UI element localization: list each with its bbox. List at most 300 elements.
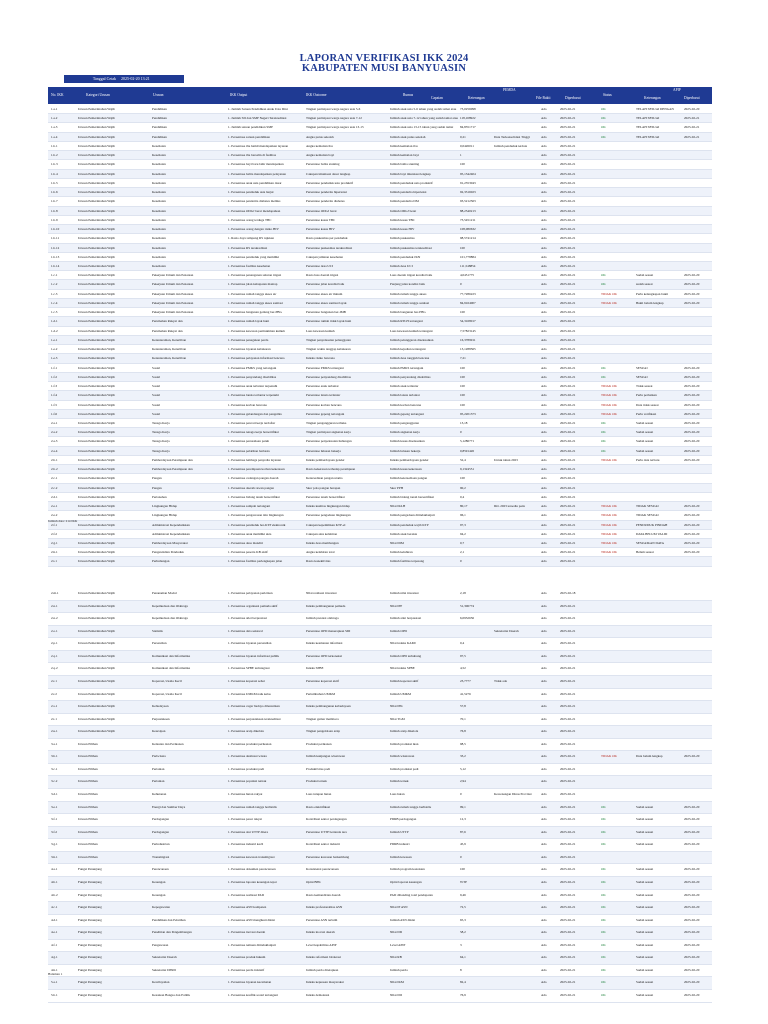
table-row xyxy=(48,977,712,990)
table-row xyxy=(48,428,712,437)
cell-aket: SESUAI xyxy=(636,365,648,370)
cell-kat: Fungsi Penunjang xyxy=(78,967,102,972)
cell-upd: 2025-02-21 xyxy=(560,208,576,213)
cell-kat: Urusan Pemerintahan Wajib xyxy=(78,254,116,259)
cell-urusan: Kehutanan xyxy=(152,792,167,796)
cell-rumus: Jumlah program konsisten xyxy=(390,867,425,872)
cell-kat: Urusan Pemerintahan Wajib xyxy=(78,531,116,536)
cell-urusan: Kebudayaan xyxy=(152,704,169,709)
cell-file: Ada xyxy=(541,792,547,796)
cell-outc: Tingkat waktu tanggap kebakaran xyxy=(306,347,351,352)
cell-outc: Angka kelahiran total xyxy=(306,550,335,555)
cell-rumus: Jumlah kasus TBC xyxy=(390,217,415,222)
cell-outc: Produktivitas padi xyxy=(306,766,331,771)
cell-kat: Fungsi Penunjang xyxy=(78,905,102,910)
table-row xyxy=(48,839,712,852)
cell-out: 1. Persentase tenaga kerja bersertifikat xyxy=(228,430,279,435)
cell-rumus: Jumlah bidang tanah bersertifikat xyxy=(390,494,435,499)
cell-upd: 2025-02-21 xyxy=(560,993,576,997)
cell-rumus: Jumlah kasus HIV xyxy=(390,227,415,232)
cell-file: Ada xyxy=(541,319,547,324)
cell-out: 1. Persentase penanganan saluran irigasi xyxy=(228,273,282,278)
cell-no: 1.c.3 xyxy=(51,291,58,296)
cell-file: Ada xyxy=(541,107,547,111)
cell-aupd: 2025-02-20 xyxy=(684,448,700,453)
cell-aupd: 2025-02-20 xyxy=(684,504,700,509)
cell-aket: Sudah sesuai xyxy=(636,967,654,972)
cell-kat: Urusan Pemerintahan Wajib xyxy=(78,134,116,139)
table-row xyxy=(48,447,712,456)
cell-file: Ada xyxy=(541,430,547,435)
cell-file: Ada xyxy=(541,393,547,398)
cell-aket: TELAH SESUAI xyxy=(636,125,660,130)
cell-outc: Opini BPK xyxy=(306,879,321,884)
table-row xyxy=(48,225,712,234)
col-rumus: Rumus xyxy=(403,93,414,97)
cell-upd: 2025-02-21 xyxy=(560,347,576,352)
cell-st: OK xyxy=(601,365,606,370)
cell-rumus: Jumlah arsip dikelola xyxy=(390,729,419,734)
cell-outc: Indeks reformasi birokrasi xyxy=(306,955,341,960)
cell-st: TIDAK OK xyxy=(601,300,617,305)
cell-kat: Urusan Pemerintahan Wajib xyxy=(78,245,116,250)
cell-upd: 2025-02-21 xyxy=(560,300,576,305)
cell-out: 1. Persentase inovasi daerah xyxy=(228,930,266,935)
cell-aupd: 2025-02-20 xyxy=(684,930,700,935)
cell-rumus: Jumlah pengaduan ditindaklanjuti xyxy=(390,513,435,518)
cell-rumus: Jumlah desa UCI xyxy=(390,263,413,268)
cell-file: Ada xyxy=(541,603,547,608)
cell-out: 1. Persentase perda inisiatif xyxy=(228,967,265,972)
cell-no: 1.b.7 xyxy=(51,199,58,204)
cell-aupd: 2025-02-20 xyxy=(684,754,700,759)
cell-file: Ada xyxy=(541,448,547,453)
cell-cap: 23,7777 xyxy=(460,678,471,683)
cell-cap: 6,0932656 xyxy=(460,616,475,621)
cell-out: 1. Persentase rumah tangga berlistrik xyxy=(228,804,277,809)
table-row xyxy=(48,814,712,827)
cell-urusan: Kearsipan xyxy=(152,729,166,734)
cell-cap: 64,1 xyxy=(460,955,466,960)
cell-upd: 2025-02-21 xyxy=(560,942,576,947)
cell-out: 1. Persentase SPBE terintegrasi xyxy=(228,666,270,671)
cell-urusan: Pendidikan xyxy=(152,116,167,121)
cell-urusan: Kesehatan xyxy=(152,236,166,241)
cell-st: OK xyxy=(601,116,606,121)
cell-urusan: Sosial xyxy=(152,384,161,389)
cell-outc: Indeks inovasi daerah xyxy=(306,930,335,935)
cell-urusan: Administrasi Kependudukan xyxy=(152,522,190,527)
cell-cap: 98,5741214 xyxy=(460,236,476,241)
cell-out: 1. Persentase arsip dikelola xyxy=(228,729,264,734)
table-row xyxy=(48,764,712,777)
cell-cap: 100 xyxy=(460,365,465,370)
cell-kat: Urusan Pemerintahan Wajib xyxy=(78,420,116,425)
cell-no: 2.a.4 xyxy=(51,448,58,453)
cell-outc: Rasio kemandirian daerah xyxy=(306,892,341,897)
cell-cap: 100 xyxy=(460,476,465,481)
cell-out: 1. Persentase fasilitas kesehatan xyxy=(228,263,271,268)
cell-urusan: Pekerjaan Umum dan Penataan xyxy=(152,300,194,305)
cell-urusan: Kesehatan xyxy=(152,217,166,222)
cell-kat: Urusan Pemerintahan Wajib xyxy=(78,691,116,696)
cell-urusan: Sosial xyxy=(152,402,161,407)
cell-urusan: Perumahan Rakyat dan xyxy=(152,319,183,324)
cell-urusan: Pendidikan xyxy=(152,125,167,130)
cell-rumus: Nilai IP ASN xyxy=(390,905,408,910)
cell-urusan: Pekerjaan Umum dan Penataan xyxy=(152,273,194,278)
cell-urusan: Kesehatan xyxy=(152,143,166,148)
table-row xyxy=(48,391,712,400)
cell-no: 2.f.2 xyxy=(51,531,58,536)
cell-cap: 0 xyxy=(460,792,462,796)
cell-aupd: 2025-02-20 xyxy=(684,374,700,379)
cell-no: 2.m.1 xyxy=(51,591,59,595)
table-row xyxy=(48,216,712,225)
cell-cap: 95,1342404 xyxy=(460,171,476,176)
cell-kat: Fungsi Penunjang xyxy=(78,980,102,985)
cell-kat: Urusan Pemerintahan Wajib xyxy=(78,716,116,721)
cell-no: 4.f.1 xyxy=(51,942,58,947)
cell-urusan: Tenaga Kerja xyxy=(152,448,170,453)
cell-rumus: Nilai IDM xyxy=(390,541,404,546)
table-row xyxy=(48,776,712,789)
cell-no: 1.b.14 xyxy=(51,263,60,268)
cell-out: 1. Persentase anak memiliki akta xyxy=(228,531,272,536)
cell-rumus: Jumlah anak usia 5-6 tahun yang sudah tamat atau xyxy=(390,107,457,111)
cell-urusan: Kepegawaian xyxy=(152,905,170,910)
cell-file: Ada xyxy=(541,227,547,232)
col-file-bukti: File Bukti xyxy=(536,96,551,100)
cell-ket: IKL 2023 tersedia pada xyxy=(494,504,525,509)
cell-urusan: Sekretariat Daerah xyxy=(152,955,177,960)
cell-aupd: 2025-02-20 xyxy=(684,420,700,425)
cell-urusan: Sosial xyxy=(152,365,161,370)
table-row xyxy=(48,354,712,363)
cell-kat: Urusan Pemerintahan Wajib xyxy=(78,263,116,268)
col-capaian: Capaian xyxy=(431,96,443,100)
cell-out: 1. Persentase satuan pendidikan xyxy=(228,134,270,139)
table-row xyxy=(48,160,712,169)
cell-file: Ada xyxy=(541,310,547,315)
cell-kat: Urusan Pemerintahan Wajib xyxy=(78,374,116,379)
cell-rumus: Jumlah RTLH tertangani xyxy=(390,319,423,324)
cell-file: Ada xyxy=(541,162,547,167)
cell-rumus: Jumlah balita stunting xyxy=(390,162,420,167)
cell-kat: Urusan Pemerintahan Wajib xyxy=(78,591,116,595)
cell-outc: Persentase penderita hipertensi xyxy=(306,190,347,195)
cell-urusan: Pengendalian Penduduk xyxy=(152,550,184,555)
cell-no: 3.c.2 xyxy=(51,779,58,784)
cell-cap: 0 xyxy=(460,430,462,435)
cell-cap: 84,8351717 xyxy=(460,125,476,130)
cell-aket: Sudah sesuai xyxy=(636,917,654,922)
table-row xyxy=(48,474,712,483)
cell-out: 1. Persentase ibu bersalin di fasilitas xyxy=(228,153,276,158)
cell-file: Ada xyxy=(541,116,547,121)
col-pemda: PEMDA xyxy=(503,88,516,92)
cell-file: Ada xyxy=(541,653,547,658)
table-row xyxy=(48,613,712,626)
cell-outc: Indeks risiko bencana xyxy=(306,356,335,361)
cell-no: 1.b.11 xyxy=(51,236,60,241)
cell-kat: Fungsi Penunjang xyxy=(78,892,102,897)
cell-outc: Persentase jalan kondisi baik xyxy=(306,282,345,287)
cell-no: 1.b.12 xyxy=(51,245,60,250)
cell-no: 1.f.4 xyxy=(51,393,58,398)
cell-kat: Urusan Pemerintahan Wajib xyxy=(78,616,116,621)
cell-rumus: PDRB perdagangan xyxy=(390,817,417,822)
cell-rumus: Luas hutan xyxy=(390,792,405,796)
cell-rumus: Jumlah PMKS tertangani xyxy=(390,365,424,370)
cell-out: 1. Persentase koperasi sehat xyxy=(228,678,265,683)
cell-cap: 16,3789911 xyxy=(460,337,476,342)
cell-kat: Urusan Pemerintahan Wajib xyxy=(78,393,116,398)
cell-upd: 2025-02-21 xyxy=(560,217,576,222)
cell-kat: Urusan Pemerintahan Wajib xyxy=(78,559,116,564)
cell-outc: Persentase OPD terkoneksi xyxy=(306,653,342,658)
cell-outc: Tingkat penyelesaian pelanggaran xyxy=(306,337,351,342)
cell-out: 1. Persentase bayi baru lahir mendapatkan xyxy=(228,162,284,167)
cell-cap: 108,080632 xyxy=(460,227,476,232)
cell-outc: Persentase ASN terlatih xyxy=(306,917,338,922)
cell-aupd: 2025-02-20 xyxy=(684,804,700,809)
cell-outc: Angka kematian bayi xyxy=(306,153,335,158)
cell-aupd: 2025-02-20 xyxy=(684,967,700,972)
cell-cap: 33,2 xyxy=(460,754,466,759)
cell-rumus: Nilai IKM xyxy=(390,980,404,985)
cell-aupd: 2025-02-20 xyxy=(684,393,700,398)
cell-out: 1. Persentase produksi padi xyxy=(228,766,265,771)
cell-file: Ada xyxy=(541,779,547,784)
cell-urusan: Koperasi, Usaha Kecil xyxy=(152,691,182,696)
cell-file: Ada xyxy=(541,691,547,696)
cell-outc: Persentase OPD menerapkan SDI xyxy=(306,628,351,633)
cell-cap: 0,4 xyxy=(460,641,465,646)
cell-cap: 100 xyxy=(460,867,465,872)
cell-kat: Fungsi Penunjang xyxy=(78,917,102,922)
cell-aupd: 2025-02-20 xyxy=(684,955,700,960)
cell-outc: Persentase kawasan berkembang xyxy=(306,854,350,859)
cell-aket: Sudah sesuai xyxy=(636,905,654,910)
cell-outc: Tingkat gemar membaca xyxy=(306,716,339,721)
cell-rumus: Opini laporan keuangan xyxy=(390,879,422,884)
cell-cap: 0 xyxy=(460,854,462,859)
col-apip-keterangan: Keterangan xyxy=(644,96,661,100)
cell-no: 2.i.1 xyxy=(51,559,57,564)
cell-rumus: Jumlah gepeng tertangani xyxy=(390,411,424,416)
cell-upd: 2025-02-21 xyxy=(560,531,576,536)
col-apip: APIP xyxy=(673,88,681,92)
cell-no: 1.e.1 xyxy=(51,337,58,342)
cell-out: 1. Persentase pelayanan perizinan xyxy=(228,591,273,595)
cell-file: Ada xyxy=(541,245,547,250)
cell-upd: 2025-02-21 xyxy=(560,766,576,771)
cell-aupd: 2025-02-20 xyxy=(684,430,700,435)
cell-rumus: Jumlah korban bencana xyxy=(390,402,422,407)
cell-urusan: Statistik xyxy=(152,628,163,633)
cell-out: 1. Persentase jalan kabupaten mantap xyxy=(228,282,278,287)
cell-no: 5.a.1 xyxy=(51,980,58,985)
cell-kat: Urusan Pemerintahan Wajib xyxy=(78,199,116,204)
cell-ket: Untuk tahun 2023 xyxy=(494,457,518,462)
cell-cap: 4,0451775 xyxy=(460,273,475,278)
cell-out: 1. Persentase rumah tangga akses air xyxy=(228,291,277,296)
cell-no: 1.b.9 xyxy=(51,217,58,222)
cell-out: 1. Persentase kawasan permukiman kumuh xyxy=(228,328,285,333)
cell-urusan: Sekretariat DPRD xyxy=(152,967,176,972)
cell-out: 1. Persentase ASN kompeten xyxy=(228,905,267,910)
cell-no: 3.f.2 xyxy=(51,829,58,834)
cell-st: TIDAK OK xyxy=(601,411,617,416)
cell-kat: Urusan Pemerintahan Wajib xyxy=(78,107,116,111)
cell-no: 4.g.1 xyxy=(51,955,58,960)
cell-outc: Tingkat partisipasi warga negara usia 5-6 xyxy=(306,107,361,111)
cell-st: OK xyxy=(601,829,606,834)
cell-no: 4.b.2 xyxy=(51,892,58,897)
cell-no: 1.e.2 xyxy=(51,347,58,352)
cell-out: 1. Persentase perpustakaan terakreditasi xyxy=(228,716,281,721)
cell-upd: 2025-02-21 xyxy=(560,171,576,176)
cell-outc: Persentase penderita diabetes xyxy=(306,199,345,204)
cell-kat: Urusan Pilihan xyxy=(78,792,98,796)
cell-upd: 2025-02-21 xyxy=(560,829,576,834)
cell-file: Ada xyxy=(541,854,547,859)
cell-kat: Urusan Pilihan xyxy=(78,817,98,822)
table-row xyxy=(48,170,712,179)
cell-kat: Urusan Pemerintahan Wajib xyxy=(78,550,116,555)
cell-rumus: Jumlah anak putus sekolah xyxy=(390,134,426,139)
cell-upd: 2025-02-21 xyxy=(560,729,576,734)
cell-urusan: Tenaga Kerja xyxy=(152,430,170,435)
report-title: LAPORAN VERIFIKASI IKK 2024 xyxy=(299,53,469,64)
footer-page: Halaman 1 xyxy=(48,972,63,976)
cell-kat: Urusan Pemerintahan Wajib xyxy=(78,653,116,658)
cell-rumus: Luas kawasan kumuh tertangani xyxy=(390,328,433,333)
cell-outc: Persentase gepeng tertangani xyxy=(306,411,345,416)
cell-outc: Ketersediaan pangan utama xyxy=(306,476,343,481)
cell-cap: 0,7 xyxy=(460,541,465,546)
cell-out: 1. Persentase destinasi wisata xyxy=(228,754,267,759)
cell-upd: 2025-02-21 xyxy=(560,457,576,462)
cell-st: OK xyxy=(601,107,606,111)
cell-no: 2.a.1 xyxy=(51,420,58,425)
cell-no: 1.a.4 xyxy=(51,134,58,139)
cell-out: 1. Persentase dokumen perencanaan xyxy=(228,867,276,872)
cell-cap: 51,306774 xyxy=(460,603,475,608)
cell-out: 1. Persentase sampah tertangani xyxy=(228,504,271,509)
cell-out: 1. Persentase rumah tangga akses sanitasi xyxy=(228,300,283,305)
cell-kat: Urusan Pemerintahan Wajib xyxy=(78,504,116,509)
cell-no: 2.f.1 xyxy=(51,522,58,527)
table-row xyxy=(48,142,712,151)
cell-aupd: 2025-02-20 xyxy=(684,439,700,444)
cell-upd: 2025-02-21 xyxy=(560,792,576,796)
cell-no: 1.b.8 xyxy=(51,208,58,213)
print-date-bar xyxy=(64,75,184,83)
cell-st: TIDAK OK xyxy=(601,513,617,518)
cell-cap: 94,2 xyxy=(460,531,466,536)
cell-cap: 76,9 xyxy=(460,993,466,997)
cell-urusan: Perumahan Rakyat dan xyxy=(152,328,183,333)
cell-rumus: Jumlah kematian ibu xyxy=(390,143,418,148)
cell-outc: Skor pola pangan harapan xyxy=(306,485,341,490)
table-row xyxy=(48,437,712,446)
cell-file: Ada xyxy=(541,143,547,148)
cell-file: Ada xyxy=(541,522,547,527)
cell-kat: Urusan Pemerintahan Wajib xyxy=(78,411,116,416)
cell-upd: 2025-02-21 xyxy=(560,356,576,361)
cell-kat: Urusan Pemerintahan Wajib xyxy=(78,402,116,407)
cell-out: 1. Persentase ODGJ berat mendapatkan xyxy=(228,208,281,213)
cell-urusan: Kesehatan xyxy=(152,227,166,232)
cell-urusan: Pekerjaan Umum dan Penataan xyxy=(152,310,194,315)
cell-aket: Sudah sesuai xyxy=(636,892,654,897)
cell-cap: 0 xyxy=(460,282,462,287)
cell-cap: 2,1 xyxy=(460,550,465,555)
cell-upd: 2025-02-21 xyxy=(560,245,576,250)
cell-outc: Indeks pembangunan kebudayaan xyxy=(306,704,351,709)
cell-rumus: Jumlah nilai investasi xyxy=(390,591,419,595)
cell-cap: 2,94 xyxy=(460,779,466,784)
table-row xyxy=(48,990,712,1003)
cell-st: OK xyxy=(601,892,606,897)
cell-aupd: 2025-02-21 xyxy=(684,134,700,139)
cell-rumus: Nilai indeks KAMI xyxy=(390,641,416,646)
cell-no: 2.c.2 xyxy=(51,485,58,490)
cell-ket: Sekretariat Daerah xyxy=(494,628,519,633)
table-row xyxy=(48,419,712,428)
cell-upd: 2025-02-18 xyxy=(560,591,576,595)
cell-rumus: Level APIP xyxy=(390,942,406,947)
cell-rumus: Jumlah kawasan xyxy=(390,854,412,859)
cell-kat: Urusan Pemerintahan Wajib xyxy=(78,430,116,435)
cell-kat: Fungsi Penunjang xyxy=(78,993,102,997)
cell-aket: Sudah sesuai xyxy=(636,273,654,278)
cell-st: OK xyxy=(601,420,606,425)
cell-no: 2.r.1 xyxy=(51,678,57,683)
cell-outc: Angka kematian ibu xyxy=(306,143,333,148)
cell-outc: Indeks SPBE xyxy=(306,666,324,671)
cell-aket: Sudah sesuai xyxy=(636,439,654,444)
col-diperbarui: Diperbarui xyxy=(565,96,581,100)
cell-cap: 5,12 xyxy=(460,766,466,771)
cell-outc: Kontribusi sektor perdagangan xyxy=(306,817,347,822)
cell-file: Ada xyxy=(541,559,547,564)
cell-no: 3.c.1 xyxy=(51,766,58,771)
table-row xyxy=(48,123,712,132)
cell-no: 1.f.1 xyxy=(51,365,58,370)
cell-file: Ada xyxy=(541,125,547,130)
cell-aket: Perlu verifikasi xyxy=(636,411,657,416)
cell-aupd: 2025-02-20 xyxy=(684,993,700,997)
cell-kat: Urusan Pemerintahan Wajib xyxy=(78,356,116,361)
cell-upd: 2025-02-21 xyxy=(560,134,576,139)
cell-out: 1. Jumlah satuan pendidikan SMP xyxy=(228,125,273,130)
table-row xyxy=(48,539,712,548)
cell-cap: 13,1288565 xyxy=(460,347,476,352)
cell-upd: 2025-02-21 xyxy=(560,411,576,416)
cell-outc: Persentase anak terlantar xyxy=(306,384,339,389)
table-row xyxy=(48,244,712,253)
cell-rumus: Jumlah penderita hipertensi xyxy=(390,190,427,195)
cell-no: 2.n.2 xyxy=(51,616,58,621)
cell-aupd: 2025-02-20 xyxy=(684,892,700,897)
cell-cap: 80,17 xyxy=(460,504,468,509)
cell-st: OK xyxy=(601,955,606,960)
cell-file: Ada xyxy=(541,439,547,444)
cell-cap: 100 xyxy=(460,162,465,167)
